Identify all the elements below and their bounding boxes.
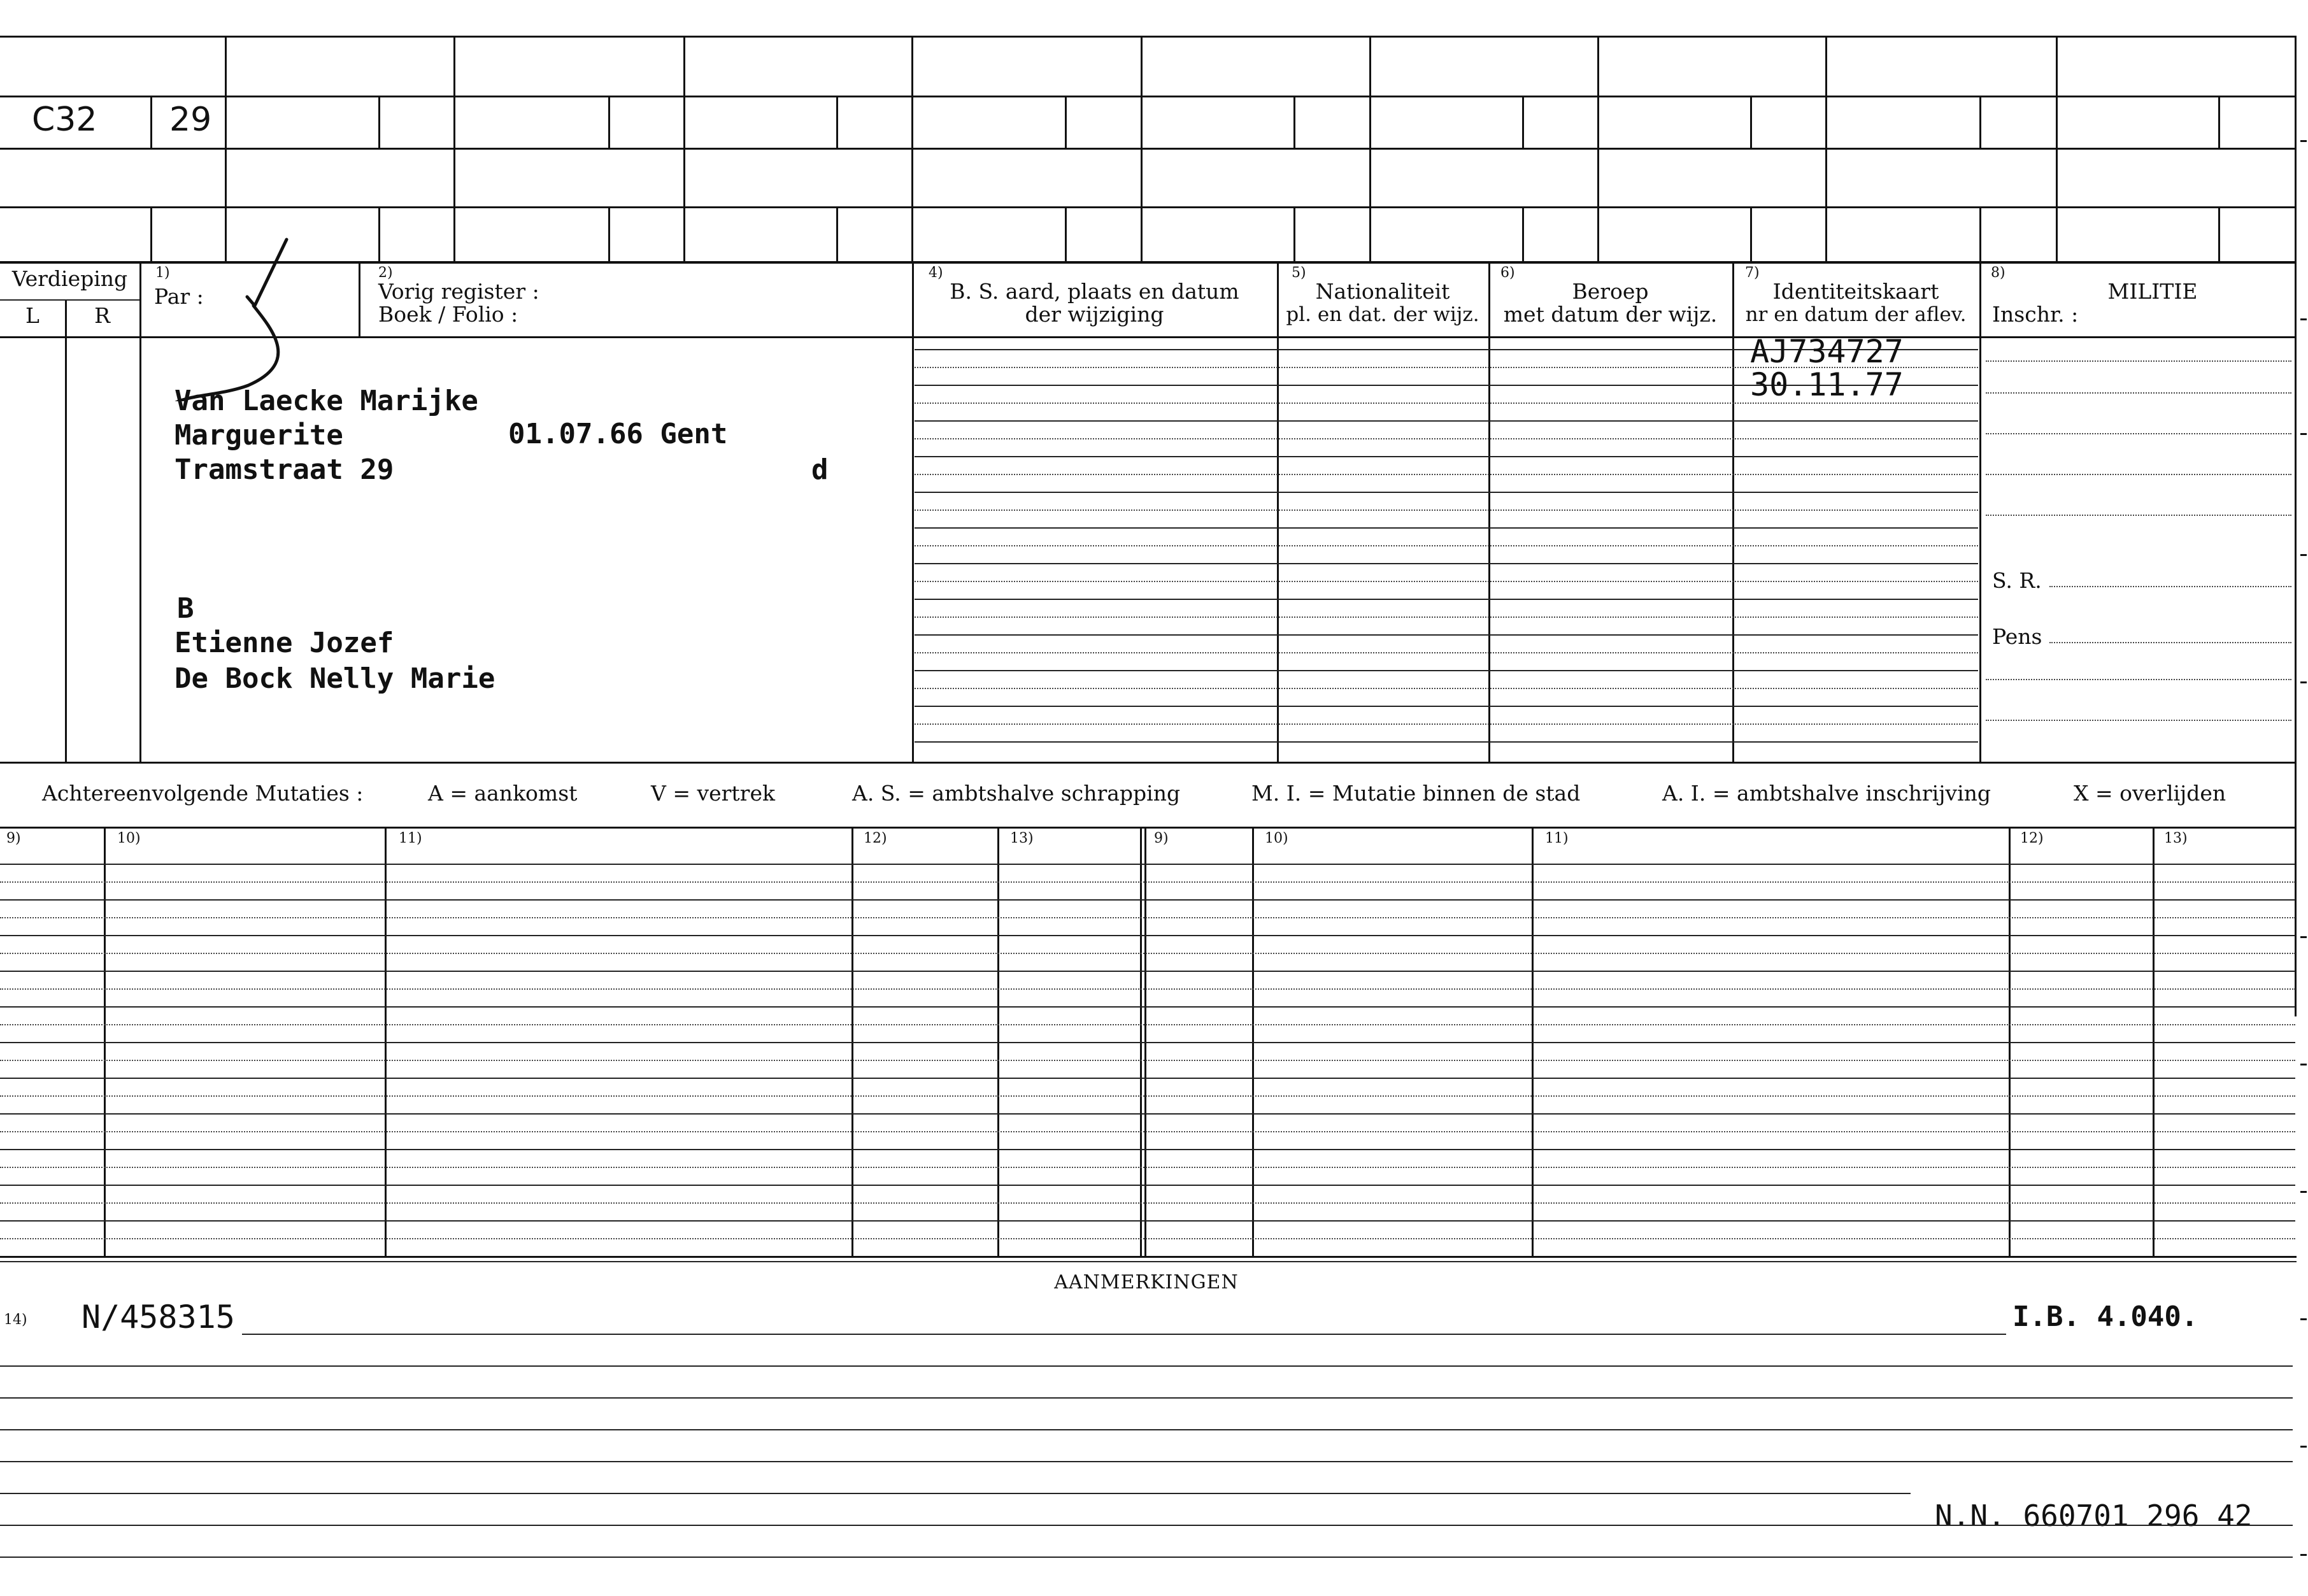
mut-col9-right: 9) (1154, 830, 1169, 846)
militie-label: MILITIE (2107, 279, 2198, 304)
national-number: N.N. 660701 296 42 (1935, 1499, 2253, 1533)
nationality-header-line2: pl. en dat. der wijz. (1286, 303, 1479, 326)
boek-folio-label: Boek / Folio : (378, 302, 518, 327)
par-label: Par : (154, 284, 204, 309)
remarks-col14: 14) (4, 1312, 27, 1328)
beroep-header-line1: Beroep (1572, 279, 1649, 304)
mutation-as: A. S. = ambtshalve schrapping (852, 781, 1181, 806)
person-father: Etienne Jozef (175, 627, 394, 659)
mut-col10-left: 10) (117, 830, 141, 846)
col1-number: 1) (155, 265, 170, 281)
mut-col10-right: 10) (1265, 830, 1288, 846)
mut-col11-right: 11) (1545, 830, 1569, 846)
mut-col12-right: 12) (2020, 830, 2044, 846)
mutation-ai: A. I. = ambtshalve inschrijving (1662, 781, 1991, 806)
verdieping-label: Verdieping (11, 266, 128, 291)
floor-right-label: R (94, 303, 110, 328)
col7-number: 7) (1745, 265, 1760, 281)
mut-col13-right: 13) (2164, 830, 2188, 846)
mut-col9-left: 9) (6, 830, 21, 846)
mutation-a: A = aankomst (428, 781, 578, 806)
sr-label: S. R. (1992, 568, 2042, 593)
person-code: B (177, 592, 194, 625)
id-card-date: 30.11.77 (1750, 366, 1904, 403)
pen-stroke-mark (172, 236, 299, 401)
beroep-header-line2: met datum der wijz. (1503, 302, 1718, 327)
col2-number: 2) (378, 265, 393, 281)
col4-number: 4) (929, 265, 943, 281)
mut-col12-left: 12) (864, 830, 887, 846)
id-card-header-line1: Identiteitskaart (1772, 279, 1939, 304)
floor-left-label: L (25, 303, 39, 328)
person-address: Tramstraat 29 (175, 453, 394, 486)
id-card-header-line2: nr en datum der aflev. (1745, 303, 1967, 326)
mutation-mi: M. I. = Mutatie binnen de stad (1251, 781, 1581, 806)
person-birth: 01.07.66 Gent (508, 418, 728, 450)
vorig-register-label: Vorig register : (378, 279, 539, 304)
mut-col13-left: 13) (1010, 830, 1034, 846)
inschr-label: Inschr. : (1992, 302, 2079, 327)
person-second-name: Marguerite (175, 419, 343, 452)
mutations-title: Achtereenvolgende Mutaties : (42, 781, 364, 806)
remarks-reference: I.B. 4.040. (2012, 1300, 2198, 1333)
remarks-title: AANMERKINGEN (1054, 1271, 1239, 1293)
pens-label: Pens (1992, 624, 2042, 649)
col5-number: 5) (1292, 265, 1306, 281)
person-name: Van Laecke Marijke (175, 385, 478, 417)
person-mother: De Bock Nelly Marie (175, 662, 495, 695)
person-marker: d (811, 453, 829, 486)
mutation-x: X = overlijden (2074, 781, 2226, 806)
mutation-v: V = vertrek (651, 781, 775, 806)
bs-header-line1: B. S. aard, plaats en datum (950, 279, 1239, 304)
mut-col11-left: 11) (399, 830, 422, 846)
col8-number: 8) (1991, 265, 2005, 281)
col6-number: 6) (1500, 265, 1515, 281)
bs-header-line2: der wijziging (1025, 302, 1164, 327)
top-cell-code: C32 (32, 101, 97, 139)
id-card-number: AJ734727 (1750, 333, 1904, 370)
top-cell-number: 29 (169, 101, 212, 139)
nationality-header-line1: Nationaliteit (1315, 279, 1450, 304)
remarks-n-number: N/458315 (82, 1299, 235, 1336)
